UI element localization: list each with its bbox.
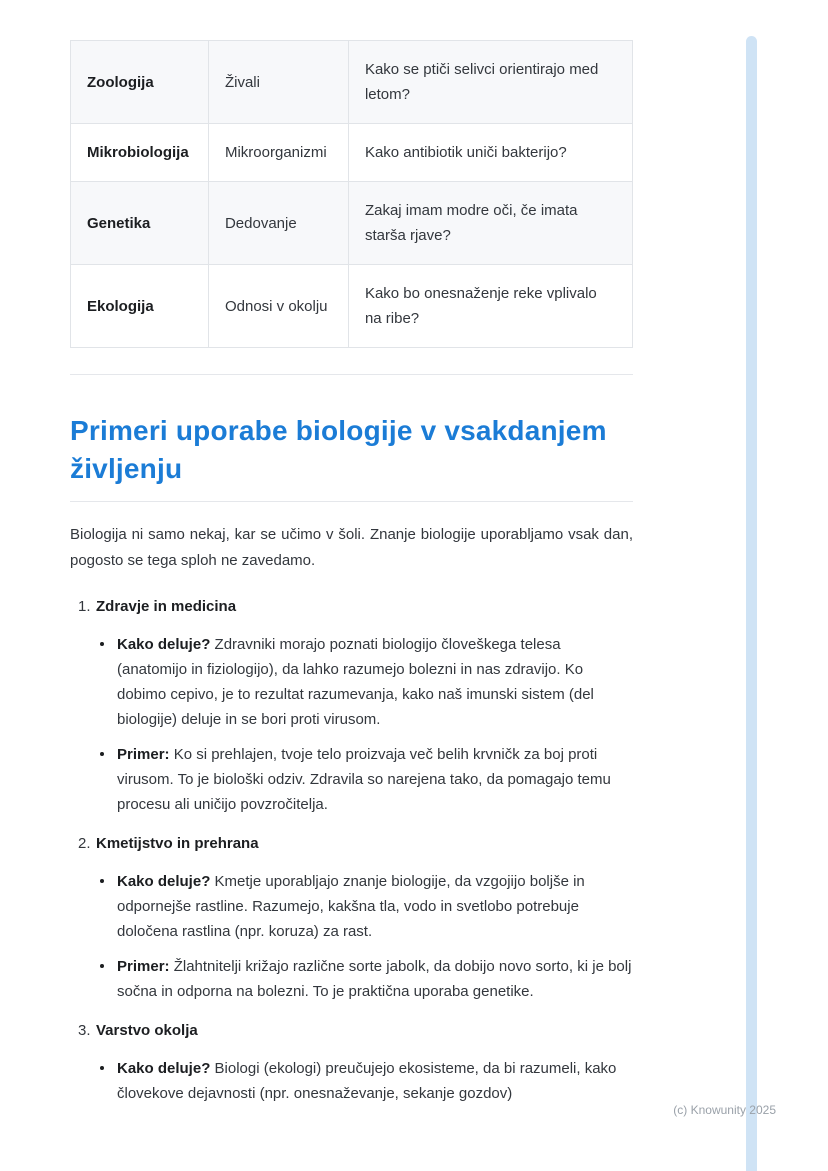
- discipline-cell: Genetika: [71, 182, 209, 265]
- bullet-text: [117, 954, 633, 1004]
- bullet-icon: [100, 879, 104, 883]
- bullet-list: [70, 632, 633, 817]
- discipline-cell: Zoologija: [71, 41, 209, 124]
- bullet-text: [117, 1056, 633, 1106]
- question-cell: Zakaj imam modre oči, če imata starša rjave?: [348, 182, 632, 265]
- numbered-item-heading: [70, 596, 633, 618]
- bullet-body: Biologi (ekologi) preučujejo ekosisteme, da bi razumeli, kako človekove dejavnosti (npr. onesnaževanje, sekanje gozdov): [117, 1060, 617, 1102]
- table-row: [71, 41, 633, 124]
- list-item: [70, 632, 633, 732]
- divider: [70, 374, 633, 375]
- numbered-item: [70, 833, 633, 1004]
- numbered-item: [70, 1020, 633, 1106]
- bullet-label: Kako deluje?: [117, 636, 211, 653]
- discipline-cell: Ekologija: [71, 265, 209, 348]
- scrollbar-thumb[interactable]: [746, 36, 757, 1171]
- discipline-cell: Mikrobiologija: [71, 124, 209, 182]
- item-title: Zdravje in medicina: [96, 598, 237, 615]
- question-cell: Kako bo onesnaženje reke vplivalo na ribe?: [348, 265, 632, 348]
- bullet-label: Kako deluje?: [117, 1060, 211, 1077]
- disciplines-table: [70, 40, 633, 348]
- bullet-icon: [100, 964, 104, 968]
- item-number: 3.: [78, 1022, 91, 1039]
- bullet-body: Zdravniki morajo poznati biologijo človeškega telesa (anatomijo in fiziologijo), da lahko razumejo bolezni in nas zdravijo. Ko dobimo cepivo, je to rezultat razumevanja, kako naš imunski sistem (del biologije) deluje in se bori proti virusom.: [117, 636, 594, 728]
- list-item: [70, 869, 633, 944]
- item-number: 2.: [78, 835, 91, 852]
- list-item: [70, 1056, 633, 1106]
- numbered-item-heading: [70, 1020, 633, 1042]
- document-content: [70, 40, 633, 1106]
- subject-cell: Živali: [208, 41, 348, 124]
- bullet-text: [117, 632, 633, 732]
- numbered-item-heading: [70, 833, 633, 855]
- bullet-list: [70, 869, 633, 1004]
- bullet-label: Primer:: [117, 958, 170, 975]
- bullet-icon: [100, 1066, 104, 1070]
- bullet-label: Primer:: [117, 746, 170, 763]
- bullet-text: [117, 742, 633, 817]
- numbered-list: [70, 596, 633, 1106]
- subject-cell: Odnosi v okolju: [208, 265, 348, 348]
- bullet-body: Žlahtnitelji križajo različne sorte jabolk, da dobijo novo sorto, ki je bolj sočna in odporna na bolezni. To je praktična uporaba genetike.: [117, 958, 632, 1000]
- copyright-note: (c) Knowunity 2025: [673, 1103, 776, 1117]
- item-number: 1.: [78, 598, 91, 615]
- list-item: [70, 954, 633, 1004]
- bullet-icon: [100, 642, 104, 646]
- subject-cell: Dedovanje: [208, 182, 348, 265]
- bullet-icon: [100, 752, 104, 756]
- subject-cell: Mikroorganizmi: [208, 124, 348, 182]
- question-cell: Kako se ptiči selivci orientirajo med letom?: [348, 41, 632, 124]
- bullet-text: [117, 869, 633, 944]
- table-row: [71, 265, 633, 348]
- bullet-body: Ko si prehlajen, tvoje telo proizvaja več belih krvničk za boj proti virusom. To je biološki odziv. Zdravila so narejena tako, da pomagajo temu procesu ali uničijo povzročitelja.: [117, 746, 611, 813]
- question-cell: Kako antibiotik uniči bakterijo?: [348, 124, 632, 182]
- bullet-label: Kako deluje?: [117, 873, 211, 890]
- section-heading: Primeri uporabe biologije v vsakdanjem življenju: [70, 415, 607, 484]
- list-item: [70, 742, 633, 817]
- item-title: Varstvo okolja: [96, 1022, 198, 1039]
- numbered-item: [70, 596, 633, 817]
- intro-paragraph: Biologija ni samo nekaj, kar se učimo v šoli. Znanje biologije uporabljamo vsak dan, pogosto se tega sploh ne zavedamo.: [70, 526, 633, 569]
- bullet-body: Kmetje uporabljajo znanje biologije, da vzgojijo boljše in odpornejše rastline. Razumejo, kakšna tla, vodo in svetlobo potrebuje določena rastlina (npr. koruza) za rast.: [117, 873, 585, 940]
- bullet-list: [70, 1056, 633, 1106]
- item-title: Kmetijstvo in prehrana: [96, 835, 259, 852]
- divider: [70, 501, 633, 502]
- table-row: [71, 182, 633, 265]
- table-row: [71, 124, 633, 182]
